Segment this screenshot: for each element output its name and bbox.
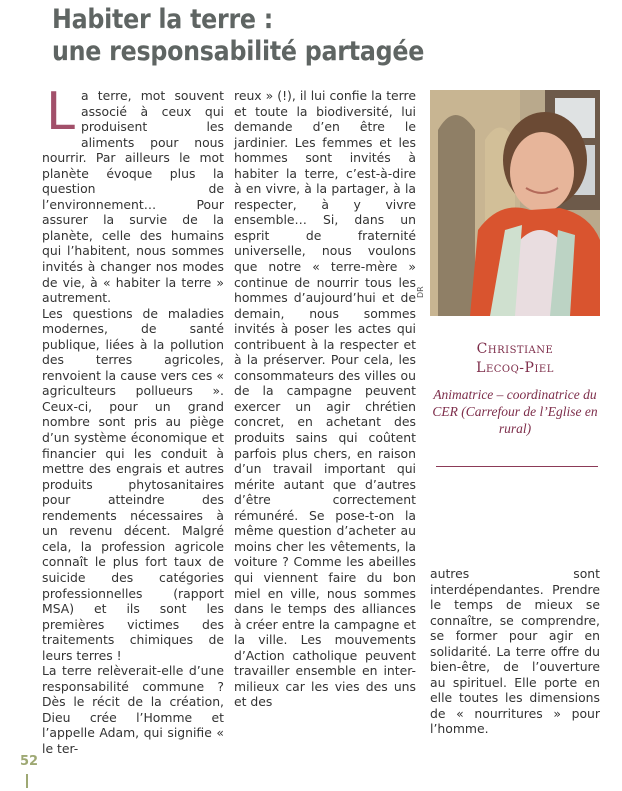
article-title-line-2: une responsabilité partagée xyxy=(52,36,425,67)
text-column-1 xyxy=(42,82,224,757)
paragraph-text: a terre, mot souvent associé à ceux qui produisent les aliments pour nous nourrir. Par ailleurs le mot planète évoque plus la question de l’environnement… Pour assurer la survie de la planète, celle des humains qui l’habitent, nous sommes invités à changer nos modes de vie, à « habiter la terre » autrement. xyxy=(42,88,224,306)
text-column-3 xyxy=(430,566,600,737)
page-marker xyxy=(26,774,28,788)
paragraph: autres sont interdépendantes. Prendre le temps de mieux se connaître, se comprendre, se former pour agir en solidarité. La terre offre du bien-être, de l’ouverture au spirituel. Elle porte en elle toutes les dimensions de « nourritures » pour l’homme. xyxy=(430,566,600,737)
article-title-line-1: Habiter la terre : xyxy=(52,4,274,35)
drop-cap: L xyxy=(46,82,75,142)
author-first-name: Christiane xyxy=(476,341,554,357)
article-title xyxy=(52,4,424,68)
text-column-2 xyxy=(234,88,416,710)
photo-credit: DR xyxy=(416,286,425,298)
author-role: Animatrice – coordinatrice du CER (Carrefour de l’Eglise en rural) xyxy=(432,387,598,436)
paragraph xyxy=(42,82,224,306)
paragraph: La terre relèverait-elle d’une responsabilité commune ? Dès le récit de la création, Dieu crée l’Homme et l’appelle Adam, qui signifie « le ter- xyxy=(42,663,224,756)
divider xyxy=(436,466,598,467)
author-block xyxy=(430,340,600,437)
author-name xyxy=(430,340,600,378)
paragraph: reux » (!), il lui confie la terre et toute la biodiversité, lui demande d’en être le jardinier. Les femmes et les hommes sont invités à habiter la terre, c’est-à-dire à en vivre, à la partager, à la respecter, à y vivre ensemble… Si, dans un esprit de fraternité universelle, nous voulons que notre « terre-mère » continue de nourrir tous les hommes d’aujourd’hui et de demain, nous sommes invités à poser les actes qui contribuent à la respecter et à la préserver. Pour cela, les consommateurs des villes ou de la campagne peuvent exercer un agir chrétien concret, en achetant des produits sains qui coûtent parfois plus chers, en raison d’un travail important qui mérite autant que d’autres d’être correctement rémunéré. Se pose-t-on la même question d’acheter au moins cher les vêtements, la voiture ? Comme les abeilles qui viennent faire du bon miel en ville, nous sommes dans le temps des alliances à créer entre la campagne et la ville. Les mouvements d’Action catholique peuvent travailler ensemble en inter-milieux car les vies des uns et des xyxy=(234,88,416,710)
author-photo xyxy=(430,90,600,316)
paragraph: Les questions de maladies modernes, de santé publique, liées à la pollution des terres agricoles, renvoient la cause vers ces « agriculteurs pollueurs ». Ceux-ci, pour un grand nombre sont pris au piège d’un système économique et financier qui les conduit à mettre des engrais et autres produits phytosanitaires pour atteindre des rendements nécessaires à un revenu décent. Malgré cela, la profession agricole connaît le plus fort taux de suicide des catégories professionnelles (rapport MSA) et ils sont les premières victimes des traitements chimiques de leurs terres ! xyxy=(42,305,224,663)
page-number: 52 xyxy=(20,754,39,769)
author-last-name: Lecoq-Piel xyxy=(476,360,554,376)
portrait-image xyxy=(430,90,600,316)
